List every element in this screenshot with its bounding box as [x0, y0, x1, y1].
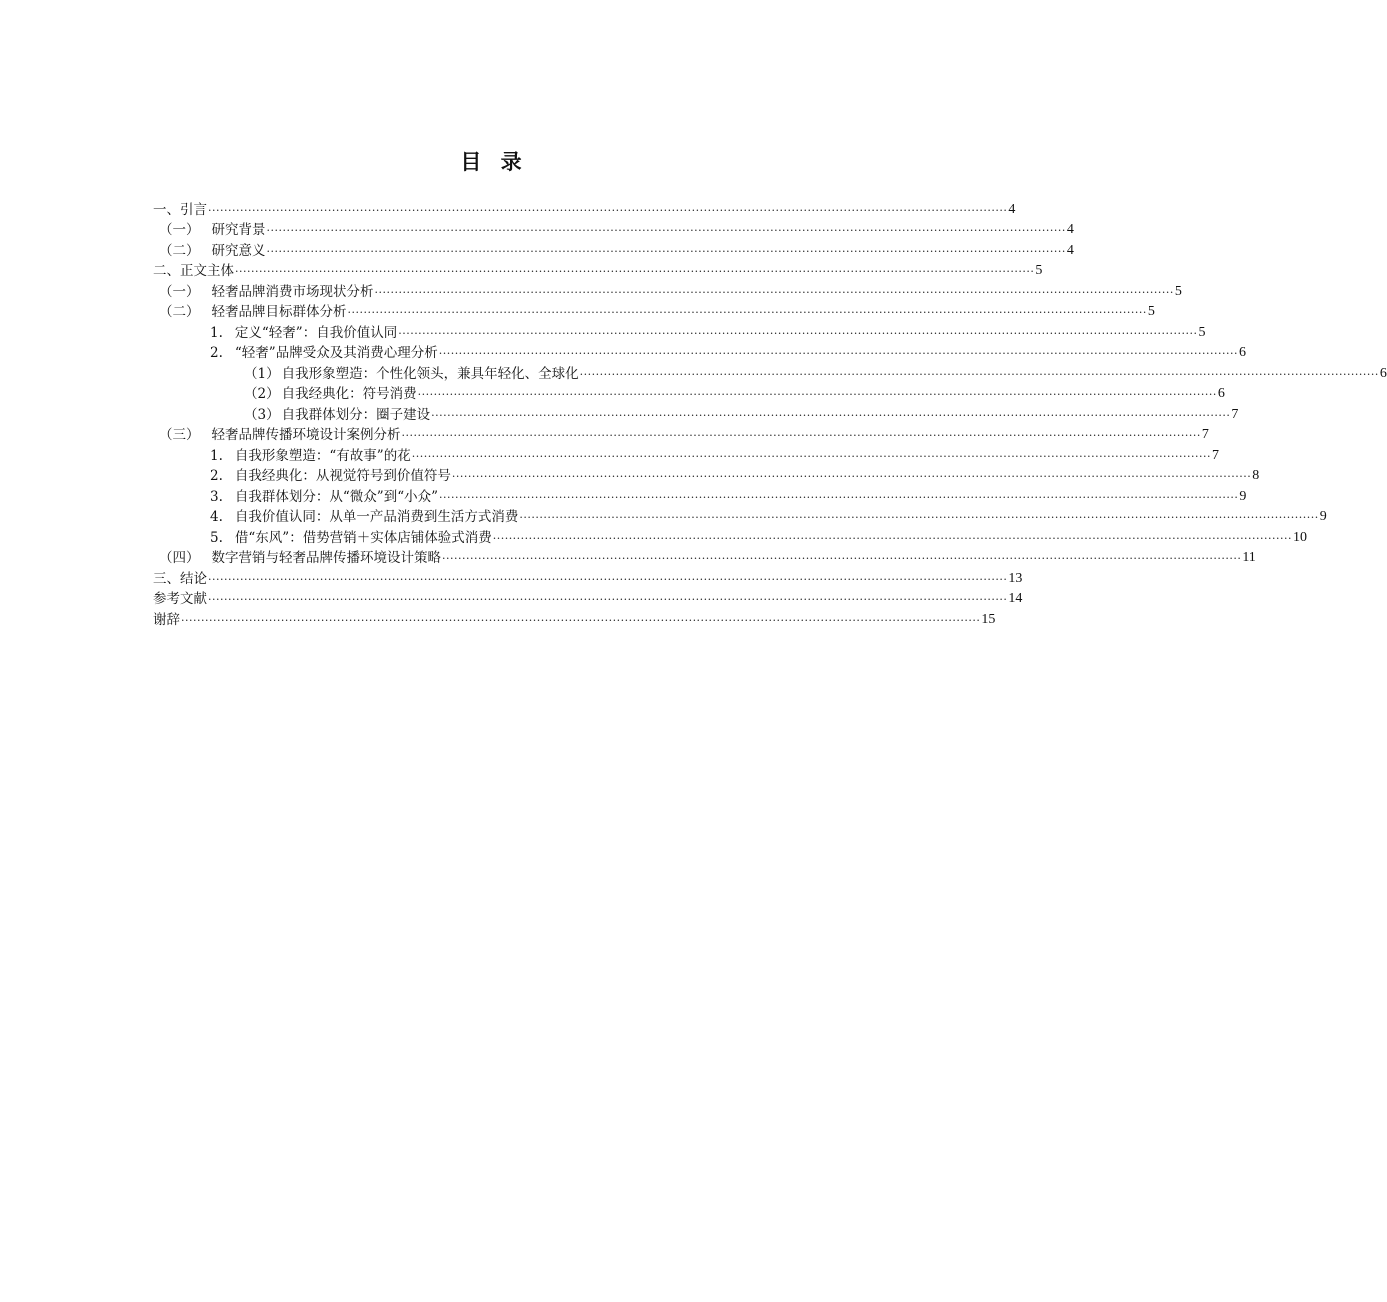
- toc-entry-references[interactable]: [153, 589, 1023, 610]
- toc-entry-introduction[interactable]: [153, 199, 1016, 220]
- toc-dot-leader: ········································································································································································································: [235, 265, 1035, 278]
- toc-entry-audience-psychology[interactable]: [153, 343, 1247, 364]
- toc-entry-number: （三）: [159, 427, 200, 443]
- toc-entry-number: （一）: [159, 222, 200, 238]
- toc-page-number: 15: [981, 611, 996, 627]
- toc-page-number: 9: [1319, 509, 1327, 524]
- toc-page-number: 8: [1252, 468, 1260, 483]
- toc-dot-leader: ········································································································································································································: [431, 408, 1231, 422]
- toc-entry-label: 轻奢品牌传播环境设计案例分析: [211, 427, 401, 443]
- toc-entry-micro-to-niche[interactable]: [153, 486, 1247, 507]
- toc-page-number: 7: [1231, 406, 1239, 422]
- toc-entry-storied-flower[interactable]: [153, 445, 1220, 466]
- toc-page-number: 5: [1035, 263, 1043, 278]
- toc-dot-leader: ········································································································································································································: [208, 593, 1008, 606]
- toc-dot-leader: ········································································································································································································: [181, 613, 981, 627]
- toc-entry-number: 2.: [210, 345, 223, 361]
- toc-entry-research-background[interactable]: [153, 220, 1074, 241]
- toc-entry-number: （一）: [159, 283, 200, 300]
- toc-entry-label: 研究意义: [211, 242, 266, 259]
- toc-entry-number: （3）: [244, 406, 280, 423]
- toc-entry-conclusion[interactable]: [153, 568, 1023, 589]
- toc-entry-number: 4.: [210, 509, 223, 525]
- toc-entry-label: 二、正文主体: [153, 263, 234, 279]
- toc-entry-number: 1.: [210, 447, 223, 464]
- toc-dot-leader: ········································································································································································································: [411, 449, 1212, 463]
- toc-dot-leader: ········································································································································································································: [398, 326, 1198, 340]
- toc-entry-acknowledgements[interactable]: [153, 609, 996, 630]
- table-of-contents: [153, 199, 1387, 630]
- toc-dot-leader: ········································································································································································································: [374, 285, 1174, 299]
- toc-entry-label: 自我经典化：符号消费: [281, 386, 417, 402]
- toc-entry-number: （二）: [159, 304, 200, 320]
- toc-page-number: 6: [1217, 386, 1225, 401]
- toc-page-number: 5: [1198, 324, 1206, 340]
- toc-page-number: 4: [1066, 242, 1074, 258]
- toc-page-number: 9: [1239, 488, 1247, 504]
- toc-entry-digital-marketing[interactable]: [153, 548, 1256, 569]
- toc-entry-label: 数字营销与轻奢品牌传播环境设计策略: [211, 550, 441, 566]
- toc-dot-leader: ········································································································································································································: [579, 367, 1379, 381]
- toc-page-number: 13: [1008, 570, 1023, 586]
- toc-page-number: 5: [1174, 283, 1182, 299]
- toc-page-number: 10: [1293, 529, 1308, 545]
- toc-entry-number: 3.: [210, 488, 223, 505]
- toc-entry-visual-to-value[interactable]: [153, 466, 1260, 487]
- toc-entry-label: 自我形象塑造：“有故事”的花: [234, 447, 411, 464]
- toc-entry-research-significance[interactable]: [153, 240, 1074, 261]
- toc-entry-label: 自我群体划分：从“微众”到“小众”: [234, 488, 438, 505]
- toc-entry-number: 5.: [210, 529, 223, 546]
- toc-entry-target-group[interactable]: [153, 302, 1155, 323]
- toc-entry-label: 轻奢品牌消费市场现状分析: [211, 283, 374, 300]
- toc-entry-label: 研究背景: [211, 222, 266, 238]
- toc-dot-leader: ········································································································································································································: [208, 572, 1008, 586]
- toc-entry-label: 参考文献: [153, 591, 207, 607]
- toc-dot-leader: ········································································································································································································: [439, 490, 1239, 504]
- toc-entry-label: 谢辞: [153, 611, 180, 628]
- toc-entry-market-status[interactable]: [153, 281, 1182, 302]
- toc-page-number: 7: [1201, 427, 1209, 442]
- toc-dot-leader: ········································································································································································································: [266, 224, 1066, 237]
- toc-entry-case-analysis[interactable]: [153, 425, 1209, 446]
- toc-page-number: 5: [1147, 304, 1155, 319]
- toc-dot-leader: ········································································································································································································: [266, 244, 1066, 258]
- toc-entry-product-to-lifestyle[interactable]: [153, 507, 1327, 528]
- toc-page-number: 4: [1066, 222, 1074, 237]
- toc-dot-leader: ········································································································································································································: [208, 203, 1008, 217]
- toc-dot-leader: ········································································································································································································: [442, 552, 1242, 565]
- toc-entry-main-body[interactable]: [153, 261, 1043, 282]
- toc-entry-self-classic[interactable]: [153, 384, 1225, 405]
- toc-entry-self-group[interactable]: [153, 404, 1239, 425]
- toc-dot-leader: ········································································································································································································: [438, 347, 1239, 360]
- toc-entry-label: 定义“轻奢”：自我价值认同: [234, 324, 398, 341]
- toc-title: 目 录: [460, 150, 528, 175]
- toc-entry-label: 自我价值认同：从单一产品消费到生活方式消费: [234, 509, 519, 525]
- toc-entry-label: 自我形象塑造：个性化领头，兼具年轻化、全球化: [281, 365, 579, 382]
- toc-dot-leader: ········································································································································································································: [401, 429, 1201, 442]
- toc-dot-leader: ········································································································································································································: [492, 531, 1293, 545]
- toc-page-number: 6: [1239, 345, 1247, 360]
- toc-entry-number: （四）: [159, 550, 200, 566]
- toc-dot-leader: ········································································································································································································: [519, 511, 1319, 524]
- toc-entry-label: 自我群体划分：圈子建设: [281, 406, 431, 423]
- toc-entry-self-image[interactable]: [153, 363, 1387, 384]
- toc-entry-label: 自我经典化：从视觉符号到价值符号: [234, 468, 451, 484]
- toc-entry-label: 三、结论: [153, 570, 207, 587]
- toc-page-number: 4: [1008, 201, 1016, 217]
- toc-entry-label: 借“东风”：借势营销＋实体店铺体验式消费: [234, 529, 492, 546]
- toc-entry-label: 一、引言: [153, 201, 207, 218]
- toc-page-number: 7: [1212, 447, 1220, 463]
- toc-entry-label: “轻奢”品牌受众及其消费心理分析: [234, 345, 438, 361]
- toc-page-number: 14: [1008, 591, 1023, 606]
- toc-entry-number: （二）: [159, 242, 200, 259]
- toc-entry-number: （2）: [244, 386, 280, 402]
- toc-page-number: 11: [1242, 550, 1256, 565]
- toc-entry-east-wind[interactable]: [153, 527, 1308, 548]
- toc-dot-leader: ········································································································································································································: [417, 388, 1217, 401]
- toc-dot-leader: ········································································································································································································: [451, 470, 1252, 483]
- toc-entry-number: 2.: [210, 468, 223, 484]
- toc-entry-number: （1）: [244, 365, 280, 382]
- toc-dot-leader: ········································································································································································································: [347, 306, 1147, 319]
- toc-entry-label: 轻奢品牌目标群体分析: [211, 304, 347, 320]
- toc-entry-define-light-luxury[interactable]: [153, 322, 1206, 343]
- toc-page-number: 6: [1379, 365, 1387, 381]
- toc-entry-number: 1.: [210, 324, 223, 341]
